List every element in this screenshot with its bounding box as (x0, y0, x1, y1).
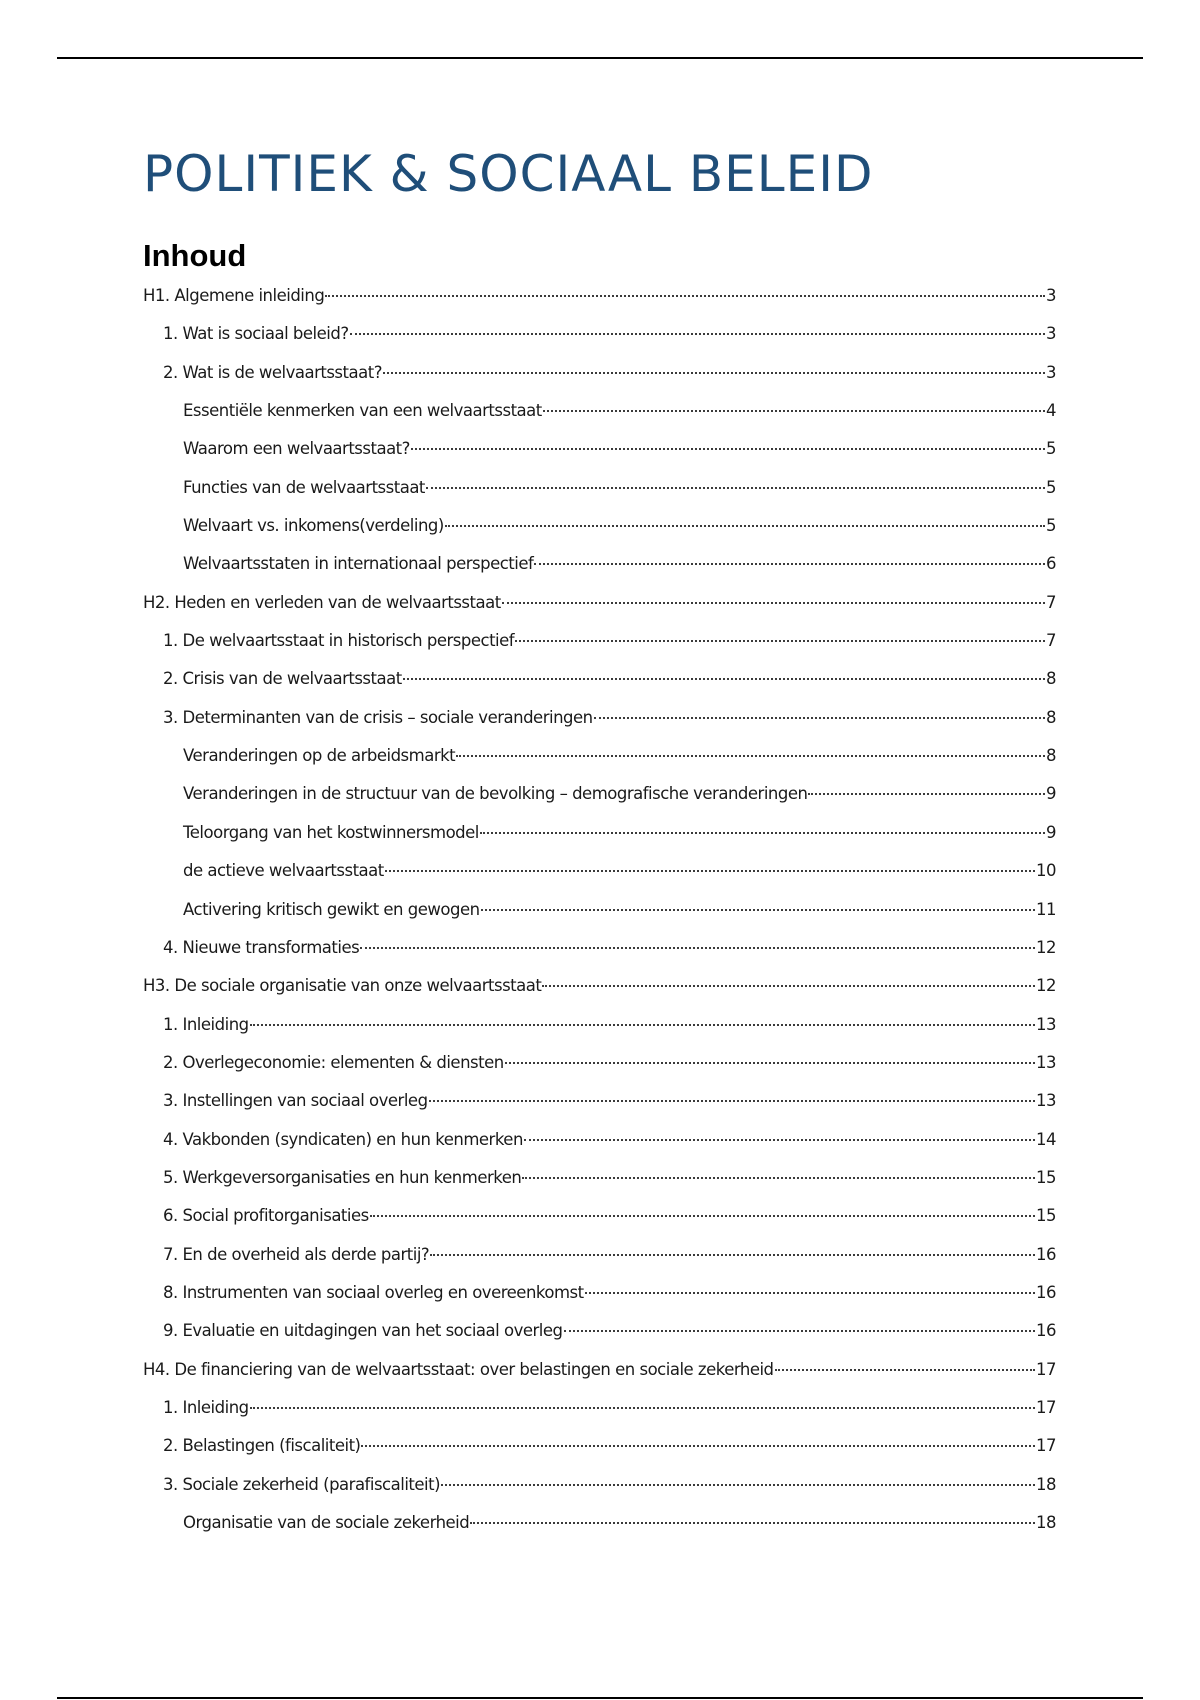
toc-page-number: 13 (1036, 1091, 1056, 1111)
toc-entry-text: Veranderingen op de arbeidsmarkt (183, 746, 456, 766)
toc-dot-leader (543, 410, 1045, 412)
toc-entry-text: 7. En de overheid als derde partij? (163, 1244, 430, 1264)
toc-entry[interactable] (143, 1360, 1056, 1398)
toc-page-number: 5 (1046, 439, 1056, 459)
toc-entry-text: Organisatie van de sociale zekerheid (183, 1513, 470, 1532)
toc-entry[interactable] (143, 784, 1056, 822)
toc-page-number: 8 (1046, 669, 1056, 689)
toc-entry-text: H3. De sociale organisatie van onze welvaartsstaat (143, 976, 542, 996)
toc-page-number: 3 (1046, 362, 1056, 382)
toc-page-number: 12 (1036, 937, 1056, 957)
toc-entry-text: 2. Belastingen (fiscaliteit) (163, 1436, 361, 1456)
toc-dot-leader (441, 1484, 1035, 1486)
toc-dot-leader (361, 1445, 1035, 1447)
toc-entry[interactable] (143, 1245, 1056, 1283)
toc-entry-text: Welvaart vs. inkomens(verdeling) (183, 516, 444, 536)
toc-entry[interactable] (143, 708, 1056, 746)
toc-entry[interactable] (143, 1015, 1056, 1053)
toc-entry[interactable] (143, 976, 1056, 1014)
toc-entry[interactable] (143, 900, 1056, 938)
table-of-contents (143, 286, 1056, 1551)
toc-entry[interactable] (143, 1091, 1056, 1129)
toc-page-number: 3 (1046, 286, 1056, 305)
toc-entry[interactable] (143, 439, 1056, 477)
toc-dot-leader (594, 717, 1045, 719)
toc-page-number: 8 (1046, 707, 1056, 727)
toc-entry-text: 2. Wat is de welvaartsstaat? (163, 362, 382, 382)
footer-rule (57, 1697, 1143, 1699)
toc-dot-leader (808, 793, 1045, 795)
toc-entry-text: 3. Instellingen van sociaal overleg (163, 1091, 428, 1111)
toc-entry[interactable] (143, 746, 1056, 784)
toc-entry[interactable] (143, 1398, 1056, 1436)
toc-page-number: 10 (1036, 861, 1056, 881)
toc-entry[interactable] (143, 1321, 1056, 1359)
toc-entry[interactable] (143, 363, 1056, 401)
toc-page-number: 15 (1036, 1206, 1056, 1226)
toc-dot-leader (534, 563, 1045, 565)
toc-page-number: 11 (1036, 899, 1056, 919)
toc-entry-text: 6. Social profitorganisaties (163, 1206, 369, 1226)
toc-page-number: 17 (1036, 1359, 1056, 1379)
toc-page-number: 16 (1036, 1282, 1056, 1302)
toc-page-number: 5 (1046, 477, 1056, 497)
toc-page-number: 6 (1046, 554, 1056, 574)
document-title: POLITIEK & SOCIAAL BELEID (143, 145, 874, 203)
toc-page-number: 16 (1036, 1321, 1056, 1341)
toc-entry-text: 5. Werkgeversorganisaties en hun kenmerken (163, 1167, 522, 1187)
toc-dot-leader (456, 755, 1045, 757)
toc-page-number: 5 (1046, 516, 1056, 536)
toc-entry-text: 1. Inleiding (163, 1014, 249, 1034)
toc-entry[interactable] (143, 516, 1056, 554)
toc-dot-leader (505, 1062, 1035, 1064)
toc-dot-leader (480, 832, 1045, 834)
toc-dot-leader (502, 602, 1045, 604)
toc-dot-leader (445, 525, 1045, 527)
toc-entry-text: H4. De financiering van de welvaartsstaat: over belastingen en sociale zekerheid (143, 1359, 774, 1379)
toc-dot-leader (360, 947, 1035, 949)
toc-page-number: 15 (1036, 1167, 1056, 1187)
header-rule (57, 57, 1143, 59)
toc-dot-leader (522, 1177, 1035, 1179)
toc-entry-text: Veranderingen in de structuur van de bevolking – demografische veranderingen (183, 784, 808, 804)
toc-page-number: 7 (1046, 631, 1056, 651)
toc-entry[interactable] (143, 1475, 1056, 1513)
toc-entry[interactable] (143, 938, 1056, 976)
toc-dot-leader (426, 487, 1045, 489)
toc-entry[interactable] (143, 554, 1056, 592)
toc-entry-text: 4. Nieuwe transformaties (163, 937, 360, 957)
toc-page-number: 18 (1036, 1474, 1056, 1494)
toc-entry[interactable] (143, 401, 1056, 439)
toc-page-number: 17 (1036, 1397, 1056, 1417)
toc-dot-leader (383, 372, 1045, 374)
toc-entry[interactable] (143, 1130, 1056, 1168)
toc-entry-text: H1. Algemene inleiding (143, 286, 325, 305)
toc-dot-leader (564, 1330, 1036, 1332)
toc-entry[interactable] (143, 823, 1056, 861)
toc-dot-leader (542, 985, 1035, 987)
toc-entry-text: 8. Instrumenten van sociaal overleg en overeenkomst (163, 1282, 584, 1302)
toc-entry-text: Waarom een welvaartsstaat? (183, 439, 410, 459)
toc-entry[interactable] (143, 631, 1056, 669)
toc-page-number: 3 (1046, 324, 1056, 344)
toc-entry[interactable] (143, 669, 1056, 707)
toc-page-number: 13 (1036, 1014, 1056, 1034)
toc-page-number: 8 (1046, 746, 1056, 766)
toc-page-number: 4 (1046, 401, 1056, 421)
toc-dot-leader (411, 448, 1045, 450)
toc-page-number: 13 (1036, 1052, 1056, 1072)
toc-entry-text: de actieve welvaartsstaat (183, 861, 384, 881)
toc-entry[interactable] (143, 1283, 1056, 1321)
toc-page-number: 17 (1036, 1436, 1056, 1456)
toc-page-number: 7 (1046, 592, 1056, 612)
toc-dot-leader (325, 295, 1045, 297)
toc-page-number: 9 (1046, 822, 1056, 842)
toc-entry[interactable] (143, 1513, 1056, 1551)
toc-page-number: 16 (1036, 1244, 1056, 1264)
toc-dot-leader (524, 1139, 1035, 1141)
toc-dot-leader (775, 1369, 1035, 1371)
toc-entry-text: 3. Sociale zekerheid (parafiscaliteit) (163, 1474, 441, 1494)
toc-dot-leader (470, 1522, 1035, 1524)
toc-dot-leader (515, 640, 1045, 642)
toc-page-number: 9 (1046, 784, 1056, 804)
toc-entry[interactable] (143, 593, 1056, 631)
toc-dot-leader (481, 909, 1035, 911)
toc-dot-leader (403, 678, 1045, 680)
toc-entry-text: Teloorgang van het kostwinnersmodel (183, 822, 479, 842)
toc-page-number: 12 (1036, 976, 1056, 996)
toc-entry[interactable] (143, 1436, 1056, 1474)
toc-entry-text: 4. Vakbonden (syndicaten) en hun kenmerken (163, 1129, 523, 1149)
toc-entry[interactable] (143, 861, 1056, 899)
toc-dot-leader (350, 333, 1045, 335)
toc-dot-leader (385, 870, 1035, 872)
toc-entry-text: 2. Overlegeconomie: elementen & diensten (163, 1052, 504, 1072)
toc-page-number: 14 (1036, 1129, 1056, 1149)
toc-entry-text: Functies van de welvaartsstaat (183, 477, 425, 497)
toc-entry-text: 3. Determinanten van de crisis – sociale veranderingen (163, 707, 593, 727)
toc-entry[interactable] (143, 1206, 1056, 1244)
toc-entry[interactable] (143, 286, 1056, 324)
toc-entry-text: Welvaartsstaten in internationaal perspectief (183, 554, 534, 574)
toc-page-number: 18 (1036, 1513, 1056, 1532)
toc-entry-text: Activering kritisch gewikt en gewogen (183, 899, 480, 919)
toc-entry-text: 1. De welvaartsstaat in historisch perspectief (163, 631, 515, 651)
toc-entry-text: 9. Evaluatie en uitdagingen van het sociaal overleg (163, 1321, 563, 1341)
toc-dot-leader (250, 1407, 1035, 1409)
toc-dot-leader (430, 1254, 1035, 1256)
toc-entry-text: 1. Inleiding (163, 1397, 249, 1417)
toc-entry[interactable] (143, 1053, 1056, 1091)
toc-entry[interactable] (143, 324, 1056, 362)
toc-entry[interactable] (143, 478, 1056, 516)
toc-entry[interactable] (143, 1168, 1056, 1206)
toc-heading: Inhoud (143, 238, 247, 273)
toc-entry-text: 2. Crisis van de welvaartsstaat (163, 669, 402, 689)
toc-dot-leader (250, 1024, 1035, 1026)
toc-entry-text: 1. Wat is sociaal beleid? (163, 324, 349, 344)
toc-dot-leader (429, 1100, 1035, 1102)
toc-dot-leader (370, 1215, 1035, 1217)
toc-dot-leader (585, 1292, 1035, 1294)
toc-entry-text: Essentiële kenmerken van een welvaartsstaat (183, 401, 542, 421)
toc-entry-text: H2. Heden en verleden van de welvaartsstaat (143, 592, 501, 612)
